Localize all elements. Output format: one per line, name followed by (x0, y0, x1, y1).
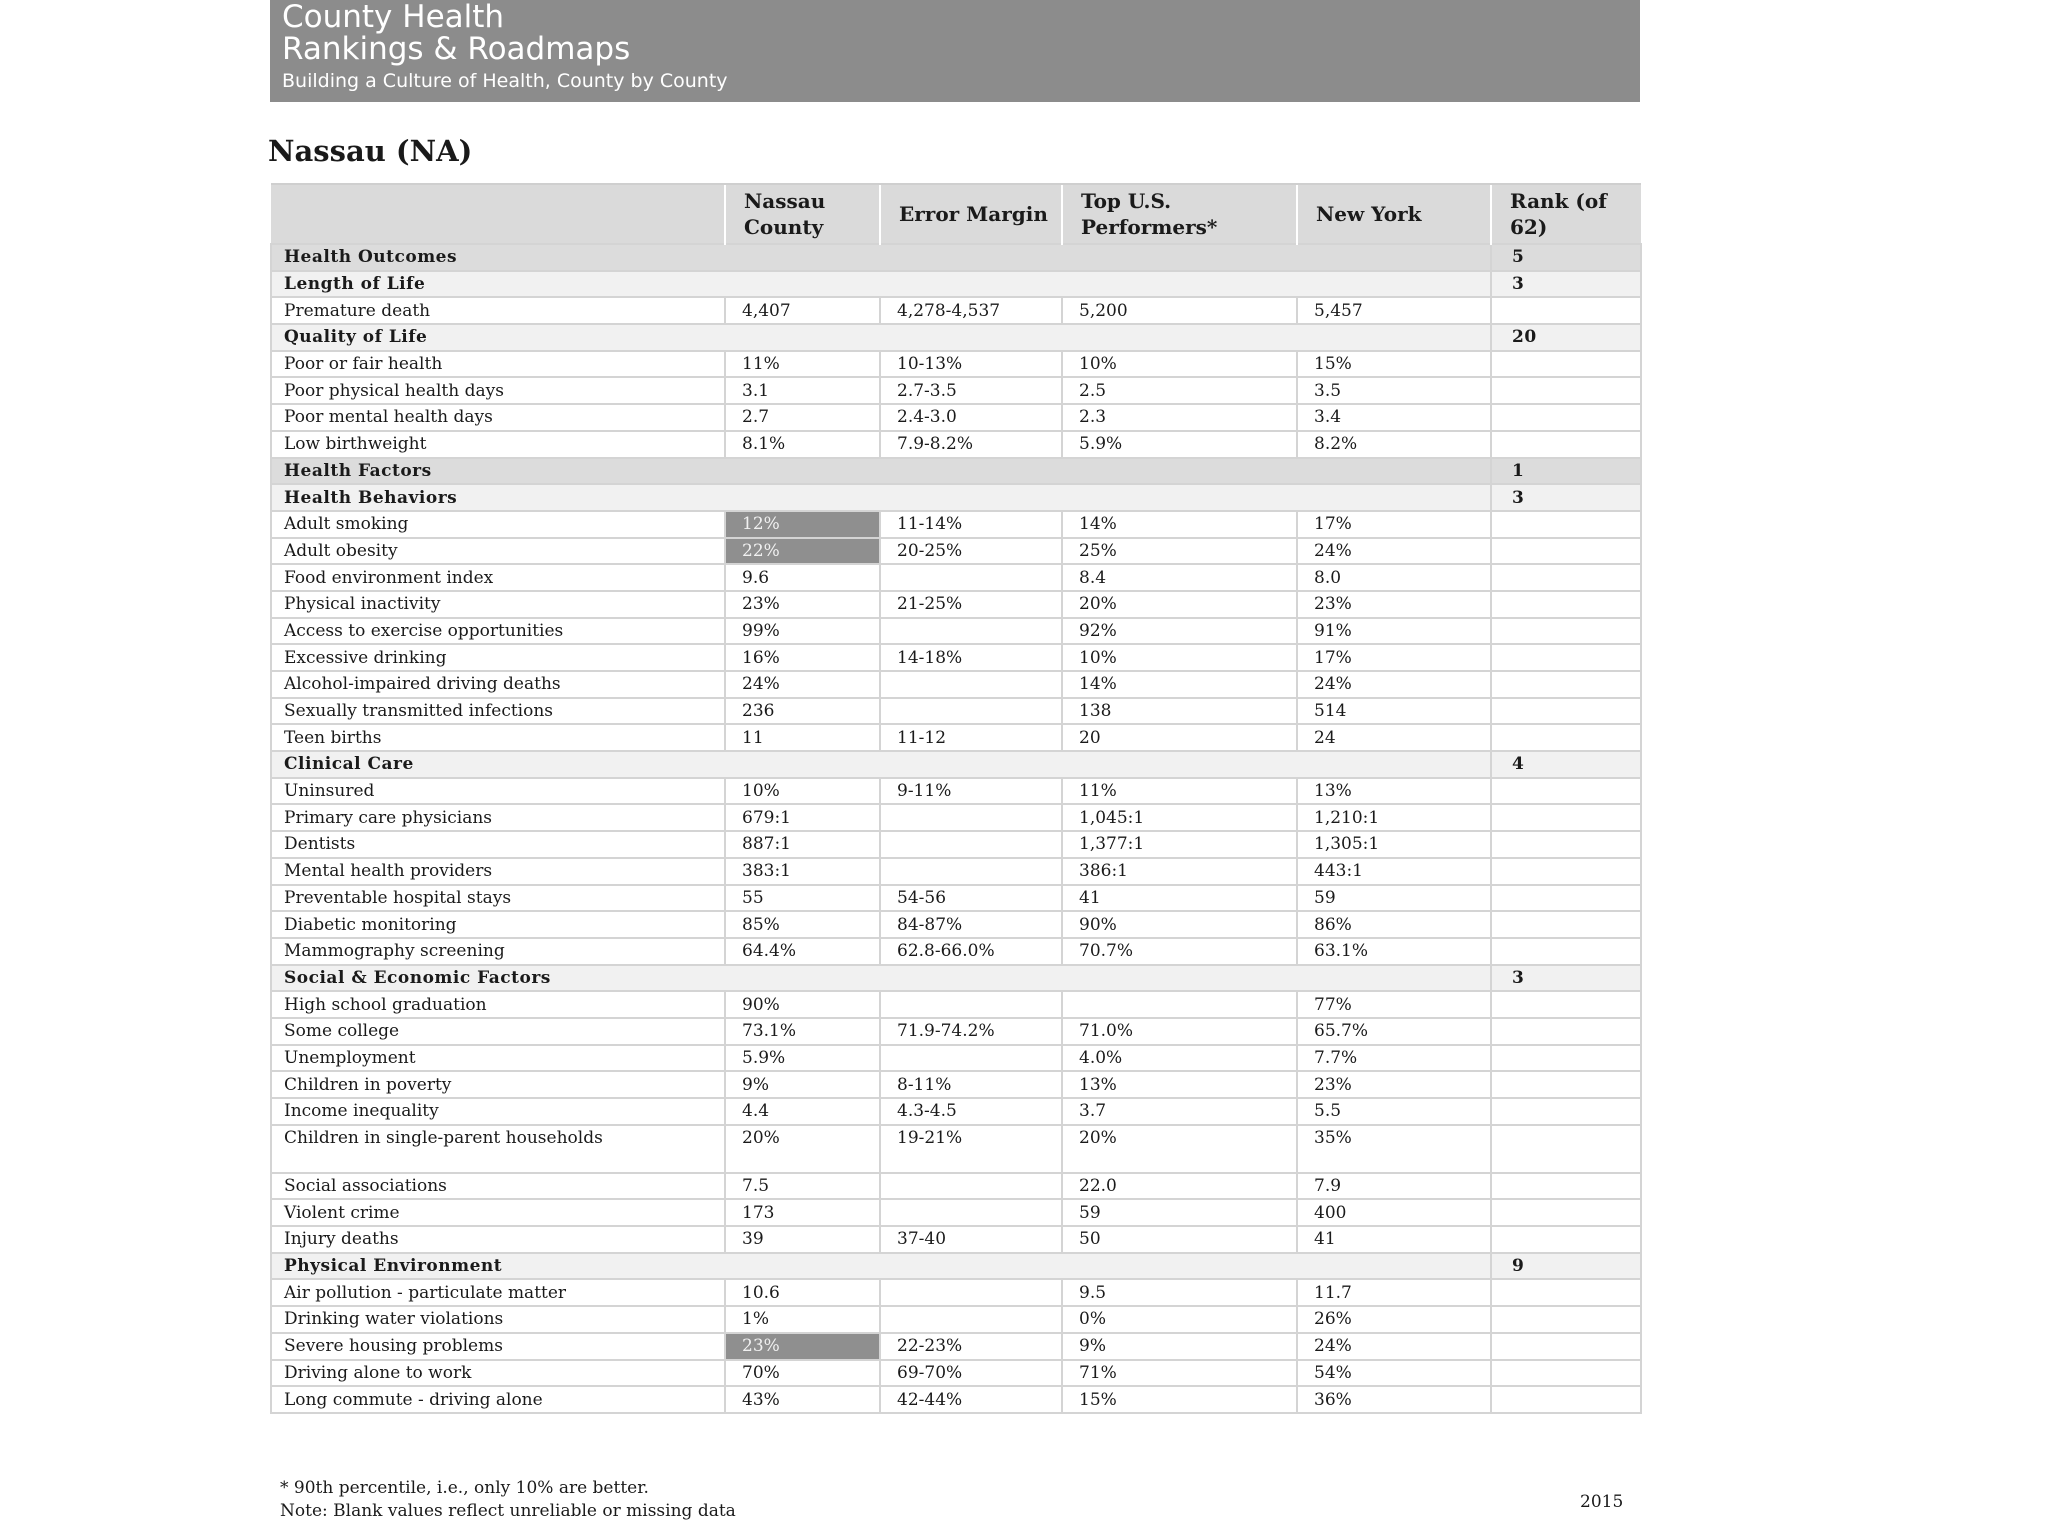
county-value: 3.1 (725, 377, 880, 404)
county-value: 64.4% (725, 938, 880, 965)
error-margin-value: 2.4-3.0 (880, 404, 1062, 431)
state-value: 443:1 (1297, 858, 1491, 885)
measure-label: Alcohol-impaired driving deaths (271, 671, 725, 698)
measure-label: Mammography screening (271, 938, 725, 965)
county-value: 16% (725, 644, 880, 671)
rank-value (1491, 538, 1641, 565)
measure-label: Preventable hospital stays (271, 885, 725, 912)
table-row (271, 885, 1641, 912)
state-value: 54% (1297, 1360, 1491, 1387)
rank-value (1491, 698, 1641, 725)
state-value: 59 (1297, 885, 1491, 912)
error-margin-value: 4,278-4,537 (880, 297, 1062, 324)
table-row (271, 1386, 1641, 1413)
table-row (271, 1071, 1641, 1098)
table-row (271, 911, 1641, 938)
error-margin-value: 10-13% (880, 351, 1062, 378)
top-performers-value: 1,377:1 (1062, 831, 1297, 858)
rank-value (1491, 911, 1641, 938)
rank-value (1491, 1360, 1641, 1387)
rank-value (1491, 1125, 1641, 1173)
county-value: 8.1% (725, 431, 880, 458)
health-rankings-table (270, 183, 1642, 1414)
state-value: 26% (1297, 1306, 1491, 1333)
rank-value: 3 (1491, 484, 1641, 511)
subsection-label: Quality of Life (271, 324, 1491, 351)
top-performers-value: 4.0% (1062, 1045, 1297, 1072)
top-performers-value: 20% (1062, 591, 1297, 618)
top-performers-value: 15% (1062, 1386, 1297, 1413)
top-performers-value: 71% (1062, 1360, 1297, 1387)
error-margin-value: 20-25% (880, 538, 1062, 565)
county-value: 173 (725, 1199, 880, 1226)
table-row (271, 564, 1641, 591)
measure-label: Diabetic monitoring (271, 911, 725, 938)
header-banner (270, 0, 1640, 102)
table-row (271, 858, 1641, 885)
error-margin-value: 11-12 (880, 724, 1062, 751)
subsection-label: Length of Life (271, 271, 1491, 298)
measure-label: Severe housing problems (271, 1333, 725, 1360)
measure-label: Children in single-parent households (271, 1125, 725, 1173)
state-value: 8.2% (1297, 431, 1491, 458)
subsection-header-row (271, 965, 1641, 992)
county-value: 12% (725, 511, 880, 538)
subsection-label: Social & Economic Factors (271, 965, 1491, 992)
county-value: 22% (725, 538, 880, 565)
error-margin-value (880, 991, 1062, 1018)
column-header-rank: Rank (of 62) (1491, 184, 1641, 244)
table-row (271, 538, 1641, 565)
error-margin-value: 69-70% (880, 1360, 1062, 1387)
table-row (271, 1098, 1641, 1125)
measure-label: Unemployment (271, 1045, 725, 1072)
error-margin-value (880, 564, 1062, 591)
top-performers-value: 11% (1062, 778, 1297, 805)
rank-value (1491, 297, 1641, 324)
county-value: 11 (725, 724, 880, 751)
rank-value (1491, 1045, 1641, 1072)
measure-label: Poor mental health days (271, 404, 725, 431)
subsection-header-row (271, 324, 1641, 351)
measure-label: Dentists (271, 831, 725, 858)
error-margin-value: 71.9-74.2% (880, 1018, 1062, 1045)
error-margin-value: 2.7-3.5 (880, 377, 1062, 404)
top-performers-value: 25% (1062, 538, 1297, 565)
rank-value (1491, 885, 1641, 912)
error-margin-value: 37-40 (880, 1226, 1062, 1253)
header-title-line1: County Health (282, 0, 505, 35)
top-performers-value: 20% (1062, 1125, 1297, 1173)
table-row (271, 431, 1641, 458)
state-value: 24% (1297, 1333, 1491, 1360)
top-performers-value: 2.3 (1062, 404, 1297, 431)
top-performers-value: 22.0 (1062, 1173, 1297, 1200)
measure-label: Adult smoking (271, 511, 725, 538)
measure-label: Low birthweight (271, 431, 725, 458)
column-header-measure (271, 184, 725, 244)
table-row (271, 1279, 1641, 1306)
top-performers-value: 14% (1062, 511, 1297, 538)
rank-value (1491, 351, 1641, 378)
county-value: 5.9% (725, 1045, 880, 1072)
state-value: 5,457 (1297, 297, 1491, 324)
error-margin-value (880, 858, 1062, 885)
table-row (271, 618, 1641, 645)
section-label: Health Factors (271, 458, 1491, 485)
error-margin-value: 42-44% (880, 1386, 1062, 1413)
state-value: 7.7% (1297, 1045, 1491, 1072)
table-row (271, 1173, 1641, 1200)
top-performers-value: 10% (1062, 351, 1297, 378)
rank-value (1491, 724, 1641, 751)
measure-label: Children in poverty (271, 1071, 725, 1098)
rank-value (1491, 1098, 1641, 1125)
error-margin-value (880, 1173, 1062, 1200)
rank-value: 20 (1491, 324, 1641, 351)
top-performers-value: 5.9% (1062, 431, 1297, 458)
state-value: 17% (1297, 511, 1491, 538)
state-value: 23% (1297, 1071, 1491, 1098)
county-value: 90% (725, 991, 880, 1018)
table-row (271, 1125, 1641, 1173)
rank-value (1491, 1071, 1641, 1098)
subsection-label: Clinical Care (271, 751, 1491, 778)
table-row (271, 698, 1641, 725)
error-margin-value: 19-21% (880, 1125, 1062, 1173)
state-value: 400 (1297, 1199, 1491, 1226)
rank-value (1491, 938, 1641, 965)
county-value: 7.5 (725, 1173, 880, 1200)
measure-label: Income inequality (271, 1098, 725, 1125)
state-value: 1,305:1 (1297, 831, 1491, 858)
rank-value (1491, 591, 1641, 618)
measure-label: Social associations (271, 1173, 725, 1200)
state-value: 63.1% (1297, 938, 1491, 965)
top-performers-value: 2.5 (1062, 377, 1297, 404)
table-row (271, 938, 1641, 965)
table-row (271, 804, 1641, 831)
top-performers-value: 50 (1062, 1226, 1297, 1253)
state-value: 3.4 (1297, 404, 1491, 431)
measure-label: Sexually transmitted infections (271, 698, 725, 725)
subsection-header-row (271, 271, 1641, 298)
rank-value: 4 (1491, 751, 1641, 778)
measure-label: Uninsured (271, 778, 725, 805)
state-value: 65.7% (1297, 1018, 1491, 1045)
county-value: 39 (725, 1226, 880, 1253)
table-row (271, 724, 1641, 751)
table-row (271, 644, 1641, 671)
table-body (271, 244, 1641, 1413)
subsection-label: Physical Environment (271, 1253, 1491, 1280)
rank-value (1491, 1173, 1641, 1200)
top-performers-value: 1,045:1 (1062, 804, 1297, 831)
rank-value (1491, 1333, 1641, 1360)
error-margin-value (880, 1199, 1062, 1226)
state-value: 36% (1297, 1386, 1491, 1413)
state-value: 86% (1297, 911, 1491, 938)
section-header-row (271, 458, 1641, 485)
rank-value: 5 (1491, 244, 1641, 271)
top-performers-value: 138 (1062, 698, 1297, 725)
rank-value (1491, 618, 1641, 645)
county-value: 23% (725, 1333, 880, 1360)
error-margin-value: 8-11% (880, 1071, 1062, 1098)
error-margin-value (880, 698, 1062, 725)
rank-value (1491, 831, 1641, 858)
column-header-state: New York (1297, 184, 1491, 244)
county-value: 236 (725, 698, 880, 725)
county-value: 70% (725, 1360, 880, 1387)
rank-value (1491, 377, 1641, 404)
measure-label: Food environment index (271, 564, 725, 591)
rank-value (1491, 991, 1641, 1018)
error-margin-value (880, 804, 1062, 831)
error-margin-value (880, 671, 1062, 698)
measure-label: Physical inactivity (271, 591, 725, 618)
state-value: 514 (1297, 698, 1491, 725)
rank-value: 1 (1491, 458, 1641, 485)
rank-value (1491, 1306, 1641, 1333)
subsection-label: Health Behaviors (271, 484, 1491, 511)
top-performers-value: 9.5 (1062, 1279, 1297, 1306)
error-margin-value: 9-11% (880, 778, 1062, 805)
rank-value: 3 (1491, 271, 1641, 298)
table-row (271, 778, 1641, 805)
state-value: 13% (1297, 778, 1491, 805)
county-value: 9.6 (725, 564, 880, 591)
top-performers-value: 14% (1062, 671, 1297, 698)
rank-value (1491, 564, 1641, 591)
top-performers-value: 92% (1062, 618, 1297, 645)
state-value: 24% (1297, 538, 1491, 565)
rank-value (1491, 858, 1641, 885)
county-value: 4.4 (725, 1098, 880, 1125)
measure-label: High school graduation (271, 991, 725, 1018)
error-margin-value: 22-23% (880, 1333, 1062, 1360)
report-year: 2015 (1580, 1492, 1624, 1512)
table-row (271, 1045, 1641, 1072)
table-row (271, 1226, 1641, 1253)
section-header-row (271, 244, 1641, 271)
top-performers-value: 20 (1062, 724, 1297, 751)
measure-label: Adult obesity (271, 538, 725, 565)
column-header-error-margin: Error Margin (880, 184, 1062, 244)
rank-value (1491, 431, 1641, 458)
table-row (271, 377, 1641, 404)
county-value: 2.7 (725, 404, 880, 431)
measure-label: Access to exercise opportunities (271, 618, 725, 645)
state-value: 17% (1297, 644, 1491, 671)
measure-label: Excessive drinking (271, 644, 725, 671)
rank-value (1491, 804, 1641, 831)
top-performers-value: 0% (1062, 1306, 1297, 1333)
top-performers-value: 3.7 (1062, 1098, 1297, 1125)
error-margin-value: 54-56 (880, 885, 1062, 912)
table-row (271, 1018, 1641, 1045)
error-margin-value: 11-14% (880, 511, 1062, 538)
state-value: 7.9 (1297, 1173, 1491, 1200)
state-value: 35% (1297, 1125, 1491, 1173)
county-value: 679:1 (725, 804, 880, 831)
measure-label: Teen births (271, 724, 725, 751)
county-value: 9% (725, 1071, 880, 1098)
measure-label: Mental health providers (271, 858, 725, 885)
rank-value (1491, 644, 1641, 671)
top-performers-value: 10% (1062, 644, 1297, 671)
county-value: 4,407 (725, 297, 880, 324)
table-row (271, 297, 1641, 324)
measure-label: Poor physical health days (271, 377, 725, 404)
error-margin-value (880, 1279, 1062, 1306)
error-margin-value: 84-87% (880, 911, 1062, 938)
table-header-row (271, 184, 1641, 244)
header-title-line2: Rankings & Roadmaps (282, 31, 631, 67)
subsection-header-row (271, 1253, 1641, 1280)
county-value: 20% (725, 1125, 880, 1173)
top-performers-value: 5,200 (1062, 297, 1297, 324)
table-row (271, 1306, 1641, 1333)
county-value: 99% (725, 618, 880, 645)
top-performers-value (1062, 991, 1297, 1018)
measure-label: Air pollution - particulate matter (271, 1279, 725, 1306)
state-value: 77% (1297, 991, 1491, 1018)
state-value: 11.7 (1297, 1279, 1491, 1306)
top-performers-value: 70.7% (1062, 938, 1297, 965)
header-tagline: Building a Culture of Health, County by County (282, 70, 728, 92)
subsection-header-row (271, 751, 1641, 778)
measure-label: Primary care physicians (271, 804, 725, 831)
state-value: 8.0 (1297, 564, 1491, 591)
table-row (271, 1333, 1641, 1360)
state-value: 15% (1297, 351, 1491, 378)
state-value: 1,210:1 (1297, 804, 1491, 831)
county-value: 10% (725, 778, 880, 805)
rank-value: 9 (1491, 1253, 1641, 1280)
measure-label: Premature death (271, 297, 725, 324)
county-value: 10.6 (725, 1279, 880, 1306)
table-row (271, 511, 1641, 538)
county-value: 11% (725, 351, 880, 378)
rank-value (1491, 1199, 1641, 1226)
county-value: 24% (725, 671, 880, 698)
state-value: 91% (1297, 618, 1491, 645)
state-value: 5.5 (1297, 1098, 1491, 1125)
county-value: 73.1% (725, 1018, 880, 1045)
rank-value (1491, 1226, 1641, 1253)
top-performers-value: 41 (1062, 885, 1297, 912)
column-header-top-performers: Top U.S. Performers* (1062, 184, 1297, 244)
rank-value (1491, 1279, 1641, 1306)
county-value: 1% (725, 1306, 880, 1333)
top-performers-value: 59 (1062, 1199, 1297, 1226)
section-label: Health Outcomes (271, 244, 1491, 271)
error-margin-value: 62.8-66.0% (880, 938, 1062, 965)
measure-label: Drinking water violations (271, 1306, 725, 1333)
error-margin-value: 7.9-8.2% (880, 431, 1062, 458)
table-row (271, 671, 1641, 698)
error-margin-value (880, 1306, 1062, 1333)
measure-label: Driving alone to work (271, 1360, 725, 1387)
top-performers-value: 386:1 (1062, 858, 1297, 885)
rank-value (1491, 778, 1641, 805)
rank-value (1491, 404, 1641, 431)
county-value: 55 (725, 885, 880, 912)
measure-label: Injury deaths (271, 1226, 725, 1253)
top-performers-value: 71.0% (1062, 1018, 1297, 1045)
state-value: 41 (1297, 1226, 1491, 1253)
error-margin-value (880, 831, 1062, 858)
footnote-percentile: * 90th percentile, i.e., only 10% are better. (280, 1478, 649, 1498)
state-value: 3.5 (1297, 377, 1491, 404)
page-title: Nassau (NA) (268, 134, 473, 168)
rank-value: 3 (1491, 965, 1641, 992)
subsection-header-row (271, 484, 1641, 511)
measure-label: Violent crime (271, 1199, 725, 1226)
top-performers-value: 8.4 (1062, 564, 1297, 591)
table-row (271, 591, 1641, 618)
county-value: 43% (725, 1386, 880, 1413)
error-margin-value (880, 618, 1062, 645)
error-margin-value: 4.3-4.5 (880, 1098, 1062, 1125)
table-row (271, 351, 1641, 378)
rank-value (1491, 1386, 1641, 1413)
column-header-county: Nassau County (725, 184, 880, 244)
state-value: 24 (1297, 724, 1491, 751)
table-row (271, 404, 1641, 431)
county-value: 85% (725, 911, 880, 938)
error-margin-value: 14-18% (880, 644, 1062, 671)
error-margin-value: 21-25% (880, 591, 1062, 618)
county-value: 383:1 (725, 858, 880, 885)
top-performers-value: 90% (1062, 911, 1297, 938)
rank-value (1491, 511, 1641, 538)
measure-label: Long commute - driving alone (271, 1386, 725, 1413)
table-row (271, 991, 1641, 1018)
top-performers-value: 9% (1062, 1333, 1297, 1360)
state-value: 23% (1297, 591, 1491, 618)
state-value: 24% (1297, 671, 1491, 698)
rank-value (1491, 1018, 1641, 1045)
measure-label: Poor or fair health (271, 351, 725, 378)
county-value: 887:1 (725, 831, 880, 858)
measure-label: Some college (271, 1018, 725, 1045)
rank-value (1491, 671, 1641, 698)
table-row (271, 1360, 1641, 1387)
county-value: 23% (725, 591, 880, 618)
table-row (271, 831, 1641, 858)
top-performers-value: 13% (1062, 1071, 1297, 1098)
table-row (271, 1199, 1641, 1226)
error-margin-value (880, 1045, 1062, 1072)
footnote-blank-values: Note: Blank values reflect unreliable or missing data (280, 1501, 736, 1521)
